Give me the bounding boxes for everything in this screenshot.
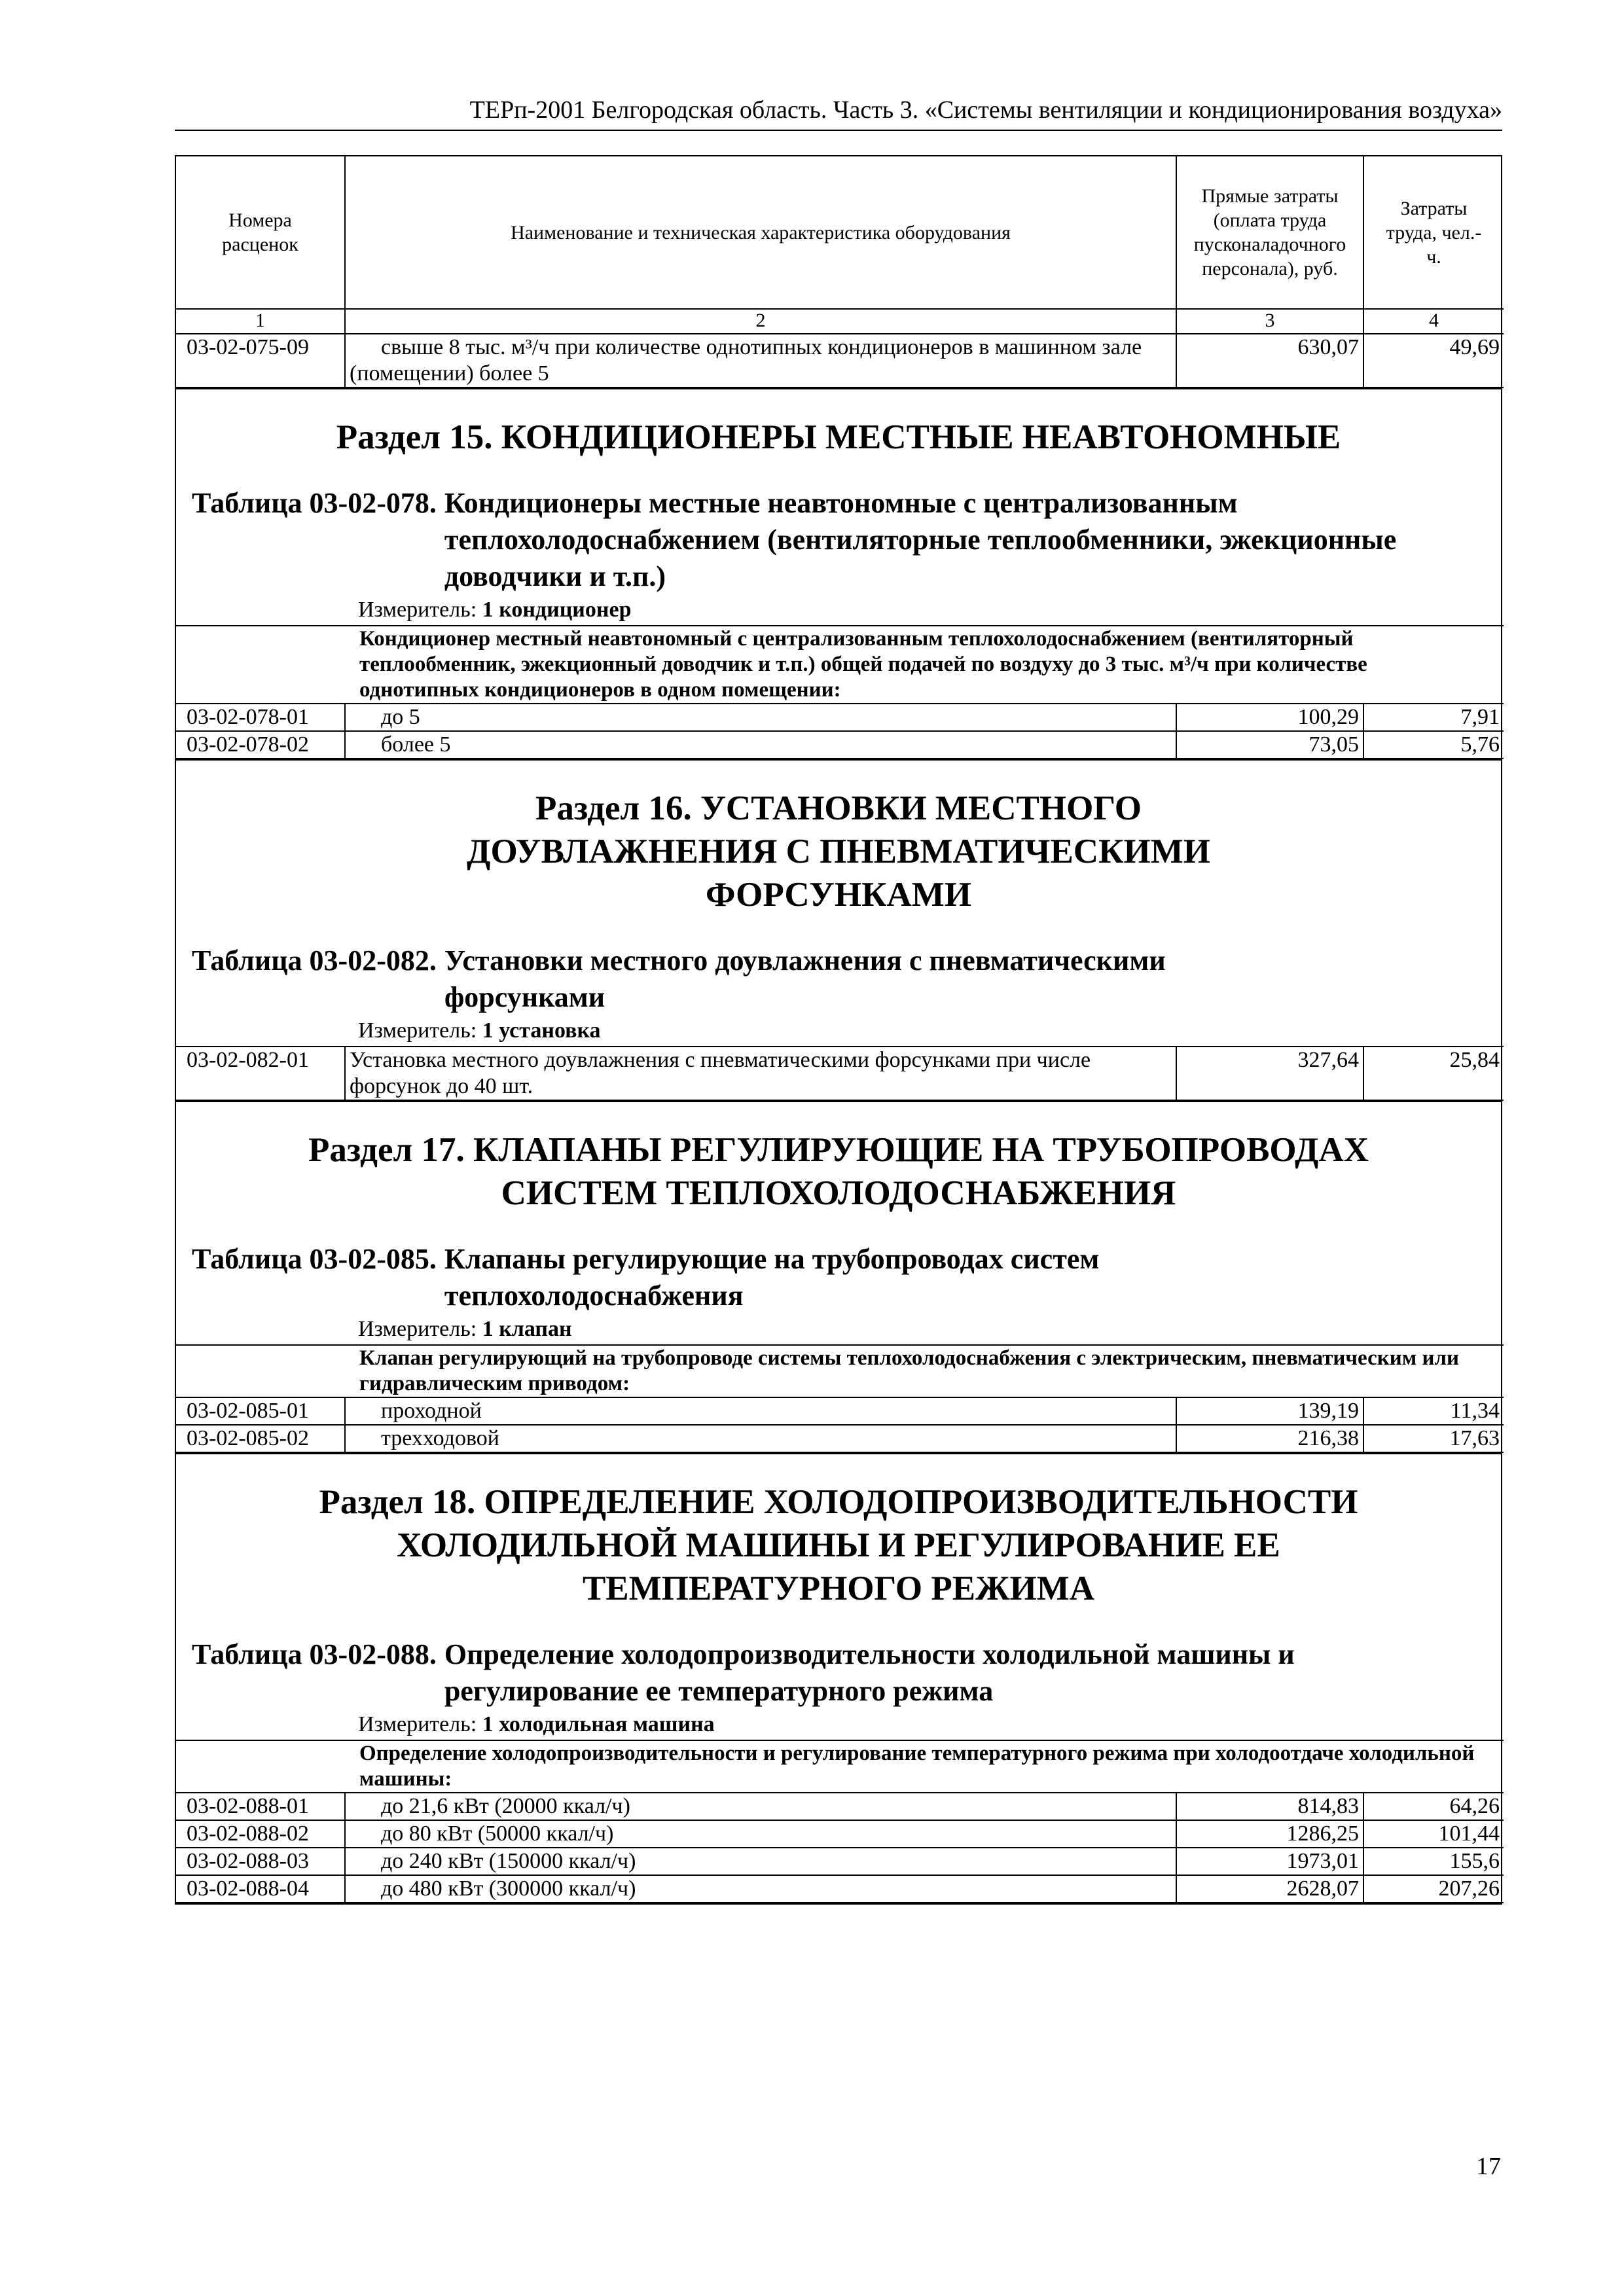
table-number: Таблица 03-02-088. <box>192 1638 437 1670</box>
meter-label: Измеритель: <box>358 1018 477 1043</box>
rate-name: трехходовой <box>345 1425 1176 1452</box>
rate-code: 03-02-085-02 <box>176 1425 345 1452</box>
rate-code: 03-02-078-01 <box>176 704 345 731</box>
labor-cost: 11,34 <box>1363 1397 1504 1425</box>
rate-code: 03-02-088-02 <box>176 1820 345 1848</box>
labor-cost: 64,26 <box>1363 1793 1504 1820</box>
rate-name: проходной <box>345 1397 1176 1425</box>
direct-cost: 1286,25 <box>1176 1820 1363 1848</box>
table-row <box>176 731 1504 759</box>
meter-label: Измеритель: <box>358 1317 477 1341</box>
column-number-row <box>176 309 1504 334</box>
section-title: Раздел 18. ОПРЕДЕЛЕНИЕ ХОЛОДОПРОИЗВОДИТЕЛЬНОСТИ ХОЛОДИЛЬНОЙ МАШИНЫ И РЕГУЛИРОВАНИЕ ЕЕ ТЕМПЕРАТУРНОГО РЕЖИМА <box>319 1483 1358 1607</box>
table-title <box>176 1636 1501 1710</box>
table-number: Таблица 03-02-085. <box>192 1243 437 1275</box>
table-row <box>176 704 1504 731</box>
section-15 <box>176 388 1501 759</box>
table-number: Таблица 03-02-078. <box>192 487 437 519</box>
labor-cost: 5,76 <box>1363 731 1504 759</box>
direct-cost: 216,38 <box>1176 1425 1363 1452</box>
table-caption: Установки местного доувлажнения с пневматическими форсунками <box>444 944 1166 1013</box>
labor-cost: 49,69 <box>1363 334 1504 387</box>
section-table <box>176 1046 1504 1101</box>
rate-code: 03-02-088-04 <box>176 1875 345 1903</box>
section-table <box>176 1344 1504 1453</box>
meter <box>176 1017 1501 1045</box>
rates-table <box>175 155 1502 1905</box>
meter-value: 1 клапан <box>482 1317 572 1341</box>
table-row <box>176 1793 1504 1820</box>
rate-name: до 480 кВт (300000 ккал/ч) <box>345 1875 1176 1903</box>
table-caption: Кондиционеры местные неавтономные с централизованным теплохолодоснабжением (вентиляторные теплообменники, эжекционные доводчики и т.п.) <box>444 487 1397 592</box>
rate-code: 03-02-088-01 <box>176 1793 345 1820</box>
meter-label: Измеритель: <box>358 598 477 622</box>
group-row <box>176 1345 1504 1397</box>
column-header-name: Наименование и техническая характеристика оборудования <box>345 156 1176 309</box>
section-title: Раздел 17. КЛАПАНЫ РЕГУЛИРУЮЩИЕ НА ТРУБОПРОВОДАХ СИСТЕМ ТЕПЛОХОЛОДОСНАБЖЕНИЯ <box>308 1131 1369 1212</box>
table-row <box>176 1848 1504 1875</box>
column-number: 2 <box>345 309 1176 334</box>
section-title: Раздел 16. УСТАНОВКИ МЕСТНОГО ДОУВЛАЖНЕНИЯ С ПНЕВМАТИЧЕСКИМИ ФОРСУНКАМИ <box>467 789 1210 914</box>
column-header-labor: Затраты труда, чел.-ч. <box>1363 156 1504 309</box>
labor-cost: 17,63 <box>1363 1425 1504 1452</box>
column-header-direct-costs: Прямые затраты (оплата труда пусконаладочного персонала), руб. <box>1176 156 1363 309</box>
column-number: 1 <box>176 309 345 334</box>
table-row <box>176 1425 1504 1452</box>
direct-cost: 1973,01 <box>1176 1848 1363 1875</box>
direct-cost: 2628,07 <box>1176 1875 1363 1903</box>
table-title <box>176 942 1501 1016</box>
direct-cost: 139,19 <box>1176 1397 1363 1425</box>
table-title <box>176 1241 1501 1314</box>
table-row <box>176 1820 1504 1848</box>
table-head <box>176 156 1504 388</box>
section-title: Раздел 15. КОНДИЦИОНЕРЫ МЕСТНЫЕ НЕАВТОНОМНЫЕ <box>336 418 1341 456</box>
column-header-row <box>176 156 1504 309</box>
direct-cost: 814,83 <box>1176 1793 1363 1820</box>
table-row <box>176 1047 1504 1100</box>
rate-name: более 5 <box>345 731 1176 759</box>
meter <box>176 1711 1501 1738</box>
table-number: Таблица 03-02-082. <box>192 944 437 977</box>
labor-cost: 101,44 <box>1363 1820 1504 1848</box>
group-description: Кондиционер местный неавтономный с централизованным теплохолодоснабжением (вентиляторный теплообменник, эжекционный доводчик и т.п.) общей подачей по воздуху до 3 тыс. м³/ч при количестве однотипных кондиционеров в одном помещении: <box>176 626 1504 704</box>
column-header-code: Номера расценок <box>176 156 345 309</box>
meter <box>176 596 1501 624</box>
labor-cost: 25,84 <box>1363 1047 1504 1100</box>
page-number: 17 <box>1476 2153 1501 2180</box>
table-row <box>176 1397 1504 1425</box>
column-number: 3 <box>1176 309 1363 334</box>
table-title <box>176 485 1501 595</box>
group-row <box>176 626 1504 704</box>
rate-name: до 21,6 кВт (20000 ккал/ч) <box>345 1793 1176 1820</box>
direct-cost: 327,64 <box>1176 1047 1363 1100</box>
labor-cost: 7,91 <box>1363 704 1504 731</box>
meter-value: 1 кондиционер <box>482 598 632 622</box>
column-number: 4 <box>1363 309 1504 334</box>
rate-name: до 80 кВт (50000 ккал/ч) <box>345 1820 1176 1848</box>
direct-cost: 100,29 <box>1176 704 1363 731</box>
rate-name: Установка местного доувлажнения с пневматическими форсунками при числе форсунок до 40 шт. <box>345 1047 1176 1100</box>
table-row <box>176 1875 1504 1903</box>
table-row <box>176 334 1504 387</box>
meter <box>176 1316 1501 1343</box>
rate-name: до 5 <box>345 704 1176 731</box>
section-17 <box>176 1101 1501 1453</box>
running-header: ТЕРп-2001 Белгородская область. Часть 3. «Системы вентиляции и кондиционирования воздуха» <box>175 96 1502 131</box>
rate-name: до 240 кВт (150000 ккал/ч) <box>345 1848 1176 1875</box>
section-16 <box>176 759 1501 1101</box>
group-description: Клапан регулирующий на трубопроводе системы теплохолодоснабжения с электрическим, пневматическим или гидравлическим приводом: <box>176 1345 1504 1397</box>
rate-code: 03-02-085-01 <box>176 1397 345 1425</box>
rate-code: 03-02-088-03 <box>176 1848 345 1875</box>
group-row <box>176 1740 1504 1793</box>
section-18 <box>176 1453 1501 1903</box>
meter-value: 1 установка <box>482 1018 601 1043</box>
section-table <box>176 1740 1504 1903</box>
meter-label: Измеритель: <box>358 1712 477 1736</box>
rate-code: 03-02-082-01 <box>176 1047 345 1100</box>
group-description: Определение холодопроизводительности и регулирование температурного режима при холодоотдаче холодильной машины: <box>176 1740 1504 1793</box>
rate-code: 03-02-078-02 <box>176 731 345 759</box>
rate-name: свыше 8 тыс. м³/ч при количестве однотипных кондиционеров в машинном зале (помещении) более 5 <box>345 334 1176 387</box>
labor-cost: 155,6 <box>1363 1848 1504 1875</box>
direct-cost: 73,05 <box>1176 731 1363 759</box>
meter-value: 1 холодильная машина <box>482 1712 715 1736</box>
labor-cost: 207,26 <box>1363 1875 1504 1903</box>
rate-code: 03-02-075-09 <box>176 334 345 387</box>
section-table <box>176 625 1504 759</box>
table-caption: Клапаны регулирующие на трубопроводах систем теплохолодоснабжения <box>444 1243 1100 1312</box>
direct-cost: 630,07 <box>1176 334 1363 387</box>
table-caption: Определение холодопроизводительности холодильной машины и регулирование ее температурного режима <box>444 1638 1295 1707</box>
